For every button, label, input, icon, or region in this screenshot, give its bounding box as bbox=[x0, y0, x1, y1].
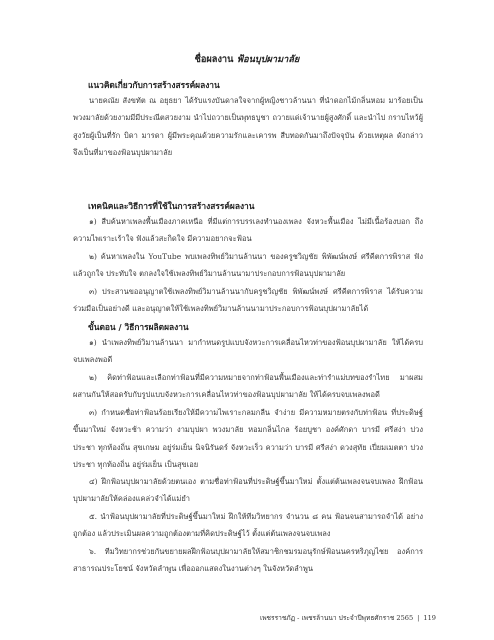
paragraph: ๓) กำหนดชื่อท่าฟ้อนร้อยเรียงให้มีความไพเราะกลมกลืน จำง่าย มีความหมายตรงกับท่าฟ้อน ที่ประดิษฐ์ขึ้นมาใหม่ จังหวะช้า ความว่า งามบุปผา พวงมาลัย หอมกลิ่นไกล ร้อยบูชา องค์ศักดา บารมี ศรีสง่า ปวงประชา ทุกท้องถิ่น สุขเกษม อยู่ร่มเย็น นิจนิรันดร์ จังหวะเร็ว ความว่า บารมี ศรีสง่า ดวงสุทัย เปี่ยมเมตตา ปวงประชา ทุกท้องถิ่น อยู่ร่มเย็น เป็นสุขเอย bbox=[73, 408, 423, 470]
footer-text: เพชรราชภัฏ - เพชรล้านนา ประจำปีพุทธศักราช 2565 bbox=[259, 614, 414, 622]
paragraph: ๑) สืบค้นหาเพลงพื้นเมืองภาคเหนือ ที่มีแต่การบรรเลงทำนองเพลง จังหวะพื้นเมือง ไม่มีเนื้อร้องบอก ถึงความไพเราะเร้าใจ ฟังแล้วสะกิดใจ มีความอยากจะฟ้อน bbox=[73, 217, 423, 244]
paragraph: ๒) คิดท่าฟ้อนและเลือกท่าฟ้อนที่มีความหมายจากท่าฟ้อนพื้นเมืองและท่ารำแม่บทของรำไทย มาผสมผสานกันให้สอดรับกับรูปแบบจังหวะการเคลื่อนไหวท่าของฟ้อนบุปผามาลัย ให้ได้ครบจบเพลงพอดี bbox=[73, 373, 423, 400]
paragraph: ๔) ฝึกฟ้อนบุปผามาลัยด้วยตนเอง ตามชื่อท่าฟ้อนที่ประดิษฐ์ขึ้นมาใหม่ ตั้งแต่ต้นเพลงจนจบเพลง ฝึกฟ้อนบุปผามาลัยให้คล่องแคล่วจำได้แม่ยำ bbox=[73, 477, 423, 504]
title-work-name: ฟ้อนบุปผามาลัย bbox=[236, 54, 300, 65]
paragraph: ๑) นำเพลงทิพย์วิมานล้านนา มากำหนดรูปแบบจังหวะการเคลื่อนไหวท่าของฟ้อนบุปผามาลัย ให้ได้ครบจบเพลงพอดี bbox=[73, 338, 423, 365]
page-title bbox=[0, 52, 494, 67]
paragraph: ๓) ประสานขออนุญาตใช้เพลงทิพย์วิมานล้านนากับครูชวิญชัย พิพัฒน์พงษ์ ศรีคีตการพิราส ได้รับความร่วมมือเป็นอย่างดี และอนุญาตให้ใช้เพลงทิพย์วิมานล้านนามาประกอบการฟ้อนบุปผามาลัยได้ bbox=[73, 287, 423, 314]
section-heading-concept: แนวคิดเกี่ยวกับการสร้างสรรค์ผลงาน bbox=[88, 80, 220, 90]
page-footer: เพชรราชภัฏ - เพชรล้านนา ประจำปีพุทธศักราช 2565 | 119 bbox=[259, 614, 436, 622]
section-heading-procedure: ขั้นตอน / วิธีการผลิตผลงาน bbox=[88, 322, 189, 332]
paragraph: ๒) ค้นหาเพลงใน YouTube พบเพลงทิพย์วิมานล้านนา ของครูชวิญชัย พิพัฒน์พงษ์ ศรีคีตการพิราส ฟังแล้วถูกใจ ประทับใจ ตกลงใจใช้เพลงทิพย์วิมานล้านนามาประกอบการฟ้อนบุปผามาลัย bbox=[73, 252, 423, 279]
section-heading-technique: เทคนิคและวิธีการที่ใช้ในการสร้างสรรค์ผลงาน bbox=[88, 201, 255, 211]
paragraph: ๖. ทีมวิทยากรช่วยกันขยายผลฝึกฟ้อนบุปผามาลัยให้สมาชิกชมรมอนุรักษ์ฟ้อนนครหริภุญไชย องค์การสาธารณประโยชน์ จังหวัดลำพูน เพื่อออกแสดงในงานต่างๆ ในจังหวัดลำพูน bbox=[73, 547, 423, 574]
paragraph: นายคณัย สังขทัต ณ อยุธยา ได้รับแรงบันดาลใจจากผู้หญิงชาวล้านนา ที่นำดอกไม้กลิ่นหอม มาร้อยเป็นพวงมาลัยด้วยงามมีมีประณีตสวยงาม นำไปถวายเป็นพุทธบูชา ถวายแด่เจ้านายผู้สูงศักดิ์ และนำไป กราบไหว้ผู้สูงวัยผู้เป็นที่รัก บิดา มารดา ผู้มีพระคุณด้วยความรักและเคารพ สืบทอดกันมาถึงปัจจุบัน ด้วยเหตุผล ดังกล่าว จึงเป็นที่มาของฟ้อนบุปผามาลัย bbox=[73, 96, 423, 158]
title-prefix: ชื่อผลงาน bbox=[194, 54, 234, 65]
page-number: 119 bbox=[423, 614, 436, 622]
paragraph: ๕. นำฟ้อนบุปผามาลัยที่ประดิษฐ์ขึ้นมาใหม่ ฝึกให้ทีมวิทยากร จำนวน ๘ คน ฟ้อนจนสามารถจำได้ อย่างถูกต้อง แล้วประเมินผลความถูกต้องตามที่คิดประดิษฐ์ไว้ ตั้งแต่ต้นเพลงจนจบเพลง bbox=[73, 512, 423, 539]
